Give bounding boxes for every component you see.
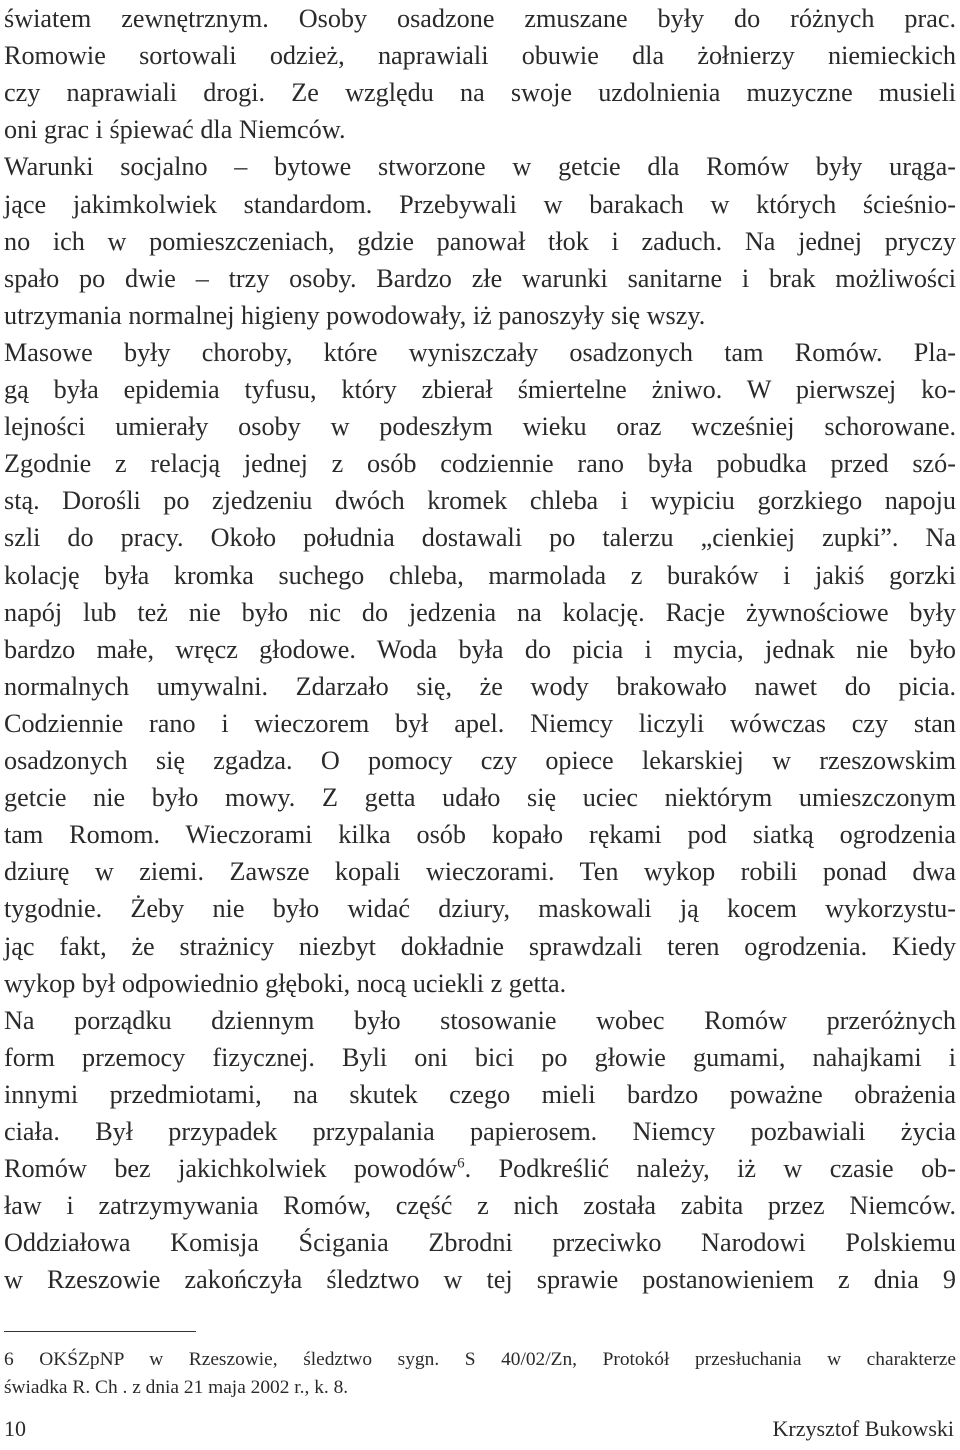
- text-line: szli do pracy. Około południa dostawali po talerzu „cienkiej zupki”. Na: [4, 523, 956, 553]
- text-line: ław i zatrzymywania Romów, część z nich została zabita przez Niemców.: [4, 1191, 956, 1221]
- footnote-separator: [4, 1331, 196, 1332]
- text-line: jące jakimkolwiek standardom. Przebywali w barakach w których ścieśnio-: [4, 189, 956, 219]
- text-line: lejności umierały osoby w podeszłym wieku oraz wcześniej schorowane.: [4, 412, 956, 442]
- text-line: osadzonych się zgadza. O pomocy czy opiece lekarskiej w rzeszowskim: [4, 746, 956, 775]
- text-line: w Rzeszowie zakończyła śledztwo w tej sprawie postanowieniem z dnia 9: [4, 1265, 956, 1295]
- text-line: wykop był odpowiednio głęboki, nocą uciekli z getta.: [4, 968, 567, 998]
- text-line: Warunki socjalno – bytowe stworzone w getcie dla Romów były urąga-: [4, 152, 956, 182]
- text-line: napój lub też nie było nic do jedzenia na kolację. Racje żywnościowe były: [4, 597, 956, 627]
- text-line: normalnych umywalni. Zdarzało się, że wody brakowało nawet do picia.: [4, 671, 956, 701]
- text-line: utrzymania normalnej higieny powodowały, iż panoszyły się wszy.: [4, 300, 706, 330]
- text-line: Codziennie rano i wieczorem był apel. Niemcy liczyli wówczas czy stan: [4, 708, 956, 738]
- text-line: getcie nie było mowy. Z getta udało się uciec niektórym umieszczonym: [4, 783, 956, 813]
- text-line: spało po dwie – trzy osoby. Bardzo złe warunki sanitarne i brak możliwości: [4, 263, 956, 293]
- text-line: Masowe były choroby, które wyniszczały osadzonych tam Romów. Pla-: [4, 337, 956, 367]
- running-footer-author: Krzysztof Bukowski: [772, 1416, 954, 1441]
- text-line: stą. Dorośli po zjedzeniu dwóch kromek chleba i wypiciu gorzkiego napoju: [4, 486, 956, 516]
- page-number: 10: [4, 1416, 26, 1441]
- text-line: Romów bez jakichkolwiek powodów$^6$. Podkreślić należy, iż w czasie ob-: [4, 1154, 956, 1184]
- text-line: ciała. Był przypadek przypalania papierosem. Niemcy pozbawiali życia: [4, 1117, 956, 1146]
- text-line: czy naprawiali drogi. Ze względu na swoje uzdolnienia muzyczne musieli: [4, 78, 956, 108]
- text-line: tygodnie. Żeby nie było widać dziury, maskowali ją kocem wykorzystu-: [4, 894, 956, 924]
- footnote-line: 6 OKŚZpNP w Rzeszowie, śledztwo sygn. S 40/02/Zn, Protokół przesłuchania w charakterze: [4, 1349, 956, 1370]
- text-line: Oddziałowa Komisja Ścigania Zbrodni przeciwko Narodowi Polskiemu: [4, 1228, 956, 1258]
- footnote-line: świadka R. Ch . z dnia 21 maja 2002 r., k. 8.: [4, 1377, 349, 1398]
- text-line: tam Romom. Wieczorami kilka osób kopało rękami pod siatką ogrodzenia: [4, 820, 956, 850]
- text-line: Romowie sortowali odzież, naprawiali obuwie dla żołnierzy niemieckich: [4, 41, 956, 71]
- text-line: innymi przedmiotami, na skutek czego mieli bardzo poważne obrażenia: [4, 1079, 956, 1109]
- text-line: oni grac i śpiewać dla Niemców.: [4, 115, 346, 145]
- text-line: no ich w pomieszczeniach, gdzie panował tłok i zaduch. Na jednej pryczy: [4, 226, 956, 256]
- text-line: światem zewnętrznym. Osoby osadzone zmuszane były do różnych prac.: [4, 4, 956, 33]
- footnote-ref: 6: [457, 1155, 465, 1172]
- text-line: form przemocy fizycznej. Byli oni bici po głowie gumami, nahajkami i: [4, 1042, 956, 1072]
- text-line: dziurę w ziemi. Zawsze kopali wieczorami. Ten wykop robili ponad dwa: [4, 857, 956, 887]
- text-line: Na porządku dziennym było stosowanie wobec Romów przeróżnych: [4, 1005, 956, 1035]
- text-line: kolację była kromka suchego chleba, marmolada z buraków i jakiś gorzki: [4, 560, 956, 590]
- text-line: Zgodnie z relacją jednej z osób codziennie rano była pobudka przed szó-: [4, 449, 956, 479]
- text-line: bardzo małe, wręcz głodowe. Woda była do picia i mycia, jednak nie było: [4, 634, 956, 664]
- text-line: gą była epidemia tyfusu, który zbierał śmiertelne żniwo. W pierwszej ko-: [4, 375, 956, 404]
- text-line: jąc fakt, że strażnicy niezbyt dokładnie sprawdzali teren ogrodzenia. Kiedy: [4, 931, 956, 961]
